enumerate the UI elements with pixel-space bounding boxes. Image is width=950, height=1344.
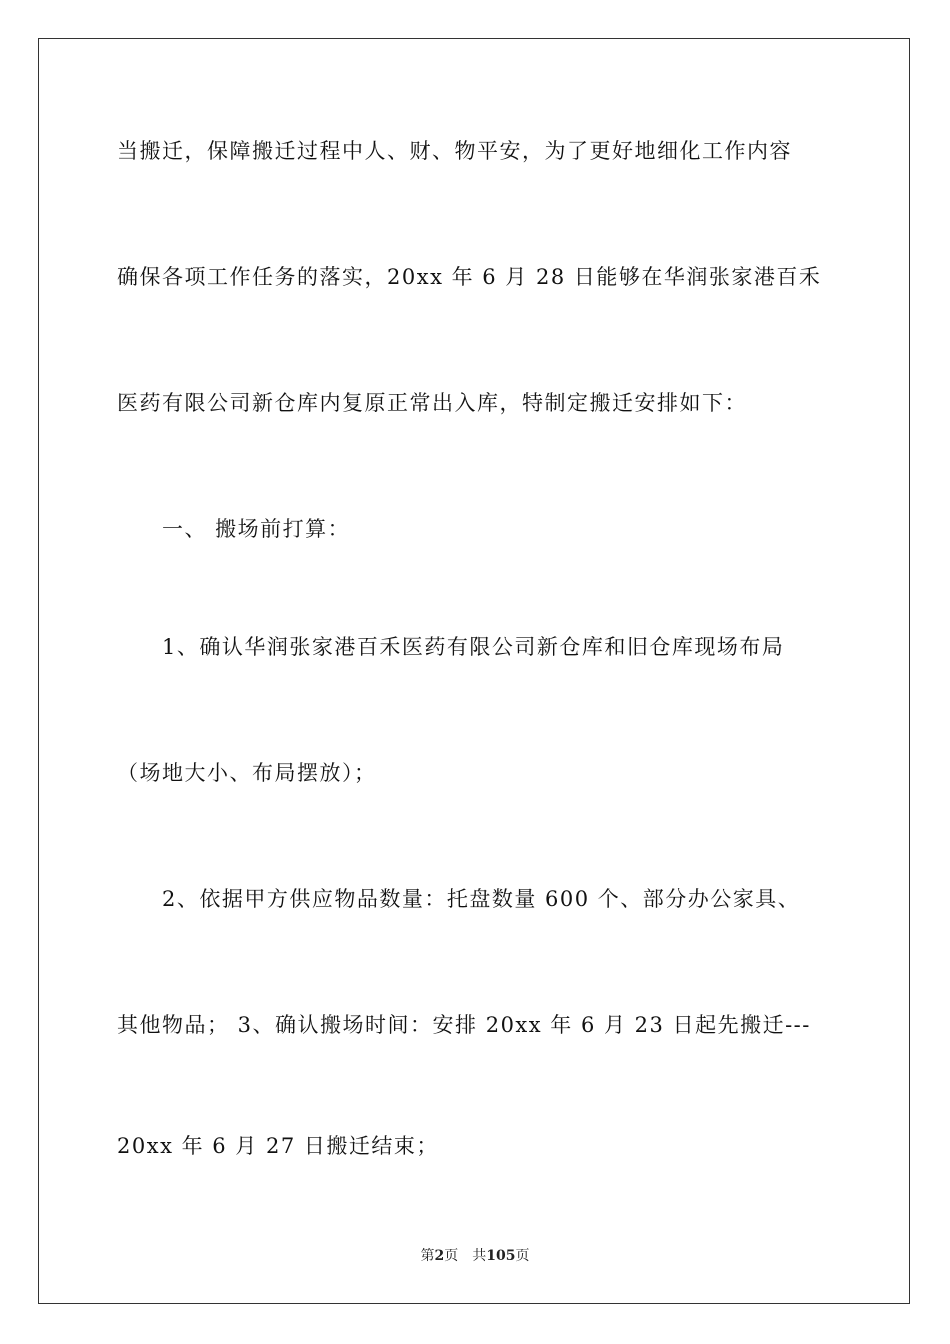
body-text-line: 确保各项工作任务的落实，20xx 年 6 月 28 日能够在华润张家港百禾 (117, 265, 822, 289)
page-suffix: 页 (444, 1248, 459, 1264)
body-text-line: （场地大小、布局摆放）； (117, 761, 377, 785)
body-text-line: 20xx 年 6 月 27 日搬迁结束； (117, 1134, 439, 1158)
section-heading: 一、 搬场前打算： (162, 517, 351, 541)
page-border (38, 38, 910, 1304)
page-footer (0, 1246, 950, 1266)
body-text-line: 其他物品； 3、确认搬场时间：安排 20xx 年 6 月 23 日起先搬迁--- (117, 1013, 811, 1037)
body-text-line: 医药有限公司新仓库内复原正常出入库，特制定搬迁安排如下： (117, 391, 747, 415)
total-pages: 105 (486, 1248, 516, 1264)
total-suffix: 页 (515, 1248, 530, 1264)
page-number: 2 (434, 1248, 445, 1264)
body-text-line: 2、依据甲方供应物品数量：托盘数量 600 个、部分办公家具、 (162, 887, 801, 911)
total-prefix: 共 (472, 1248, 487, 1264)
body-text-line: 1、确认华润张家港百禾医药有限公司新仓库和旧仓库现场布局 (162, 635, 785, 659)
body-text-line: 当搬迁，保障搬迁过程中人、财、物平安，为了更好地细化工作内容 (117, 139, 792, 163)
page-prefix: 第 (420, 1248, 435, 1264)
